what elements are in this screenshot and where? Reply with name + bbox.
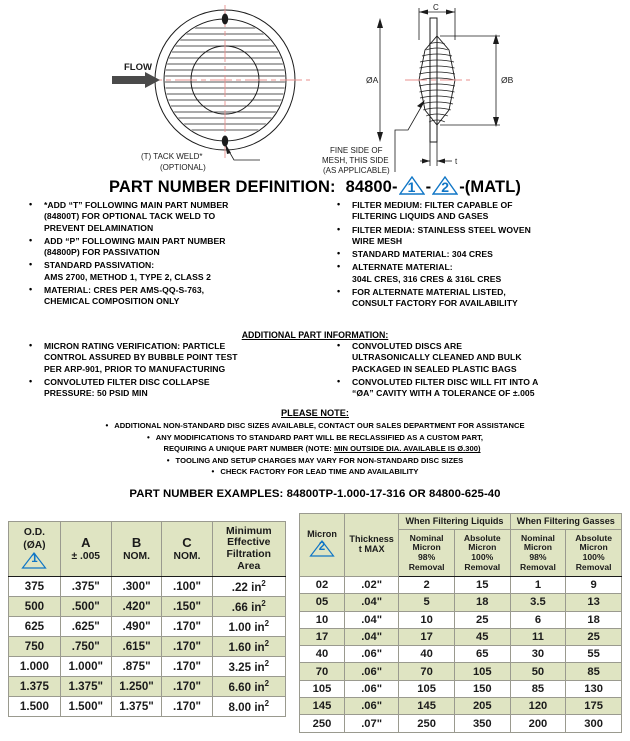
cell-area	[212, 677, 285, 697]
spec-bullets-left	[22, 200, 312, 310]
part-number-definition	[0, 176, 630, 197]
cell-micron: 05	[300, 594, 345, 611]
micron-table-head	[300, 514, 622, 577]
please-note-heading: PLEASE NOTE:	[281, 408, 349, 418]
cell-thickness: .02"	[344, 577, 398, 594]
cell-gas-absolute: 85	[566, 663, 622, 680]
micron-table-group-row	[300, 514, 622, 530]
bullet-line: • CONVOLUTED FILTER DISC WILL FIT INTO A	[352, 376, 539, 387]
cell-thickness: .06"	[344, 680, 398, 697]
cell-b: .875"	[111, 657, 162, 677]
cell-thickness: .06"	[344, 646, 398, 663]
callout-triangle-2-label: 2	[441, 179, 450, 195]
bullet-line: (84800T) FOR OPTIONAL TACK WELD TO	[44, 211, 216, 222]
cell-micron: 40	[300, 646, 345, 663]
cell-area	[212, 697, 285, 717]
bullet-line: • ALTERNATE MATERIAL:	[352, 262, 453, 273]
part-number-sep-1: -	[391, 178, 398, 196]
cell-c: .150"	[162, 597, 212, 617]
table-row	[9, 577, 286, 597]
note-text: TOOLING AND SETUP CHARGES MAY VARY FOR NON-STANDARD DISC SIZES	[175, 455, 464, 465]
drawing-svg	[0, 0, 630, 178]
nominal-line2: Micron	[523, 542, 553, 553]
svg-text:(AS APPLICABLE): (AS APPLICABLE)	[323, 166, 390, 175]
cell-area-exponent: 2	[261, 599, 266, 609]
callout-triangle-1-icon-label: 1	[31, 553, 38, 566]
micron-rating-table	[299, 513, 622, 733]
cell-area-unit: in	[254, 660, 265, 674]
table-row	[9, 677, 286, 697]
cell-area-exponent: 2	[261, 579, 266, 589]
col-header-thickness-label: Thickness	[349, 534, 394, 545]
additional-part-information-heading: ADDITIONAL PART INFORMATION:	[241, 330, 389, 340]
table-row	[300, 680, 622, 697]
bullet-line: • FOR ALTERNATE MATERIAL LISTED,	[352, 287, 506, 298]
col-header-gas-nominal	[510, 530, 566, 577]
col-header-od-line2: (ØA)	[23, 539, 46, 551]
list-item	[22, 341, 312, 375]
absolute-line3: 100%	[471, 552, 494, 562]
bullet-line: PER ARP-901, PRIOR TO MANUFACTURING	[44, 363, 226, 374]
callout-triangle-2-icon	[309, 540, 335, 557]
cell-area	[212, 637, 285, 657]
table-row	[300, 577, 622, 594]
cell-micron: 17	[300, 628, 345, 645]
list-item	[330, 341, 620, 375]
list-item	[330, 225, 620, 248]
cell-area-value: 1.00	[228, 620, 252, 634]
spec-bullet-list-right	[330, 200, 620, 310]
cell-area-unit: in	[254, 680, 265, 694]
svg-text:(OPTIONAL): (OPTIONAL)	[160, 163, 206, 172]
absolute-line1: Absolute	[463, 532, 501, 543]
cell-area-value: 1.60	[228, 640, 252, 654]
cell-liquid-absolute: 25	[454, 611, 510, 628]
svg-text:FLOW: FLOW	[124, 62, 152, 73]
cell-c: .170"	[162, 657, 212, 677]
additional-bullet-list-right	[330, 341, 620, 399]
callout-triangle-1-label: 1	[407, 179, 416, 195]
part-number-base: 84800	[345, 178, 392, 196]
absolute-line2: Micron	[579, 542, 608, 553]
nominal-line3: 98%	[529, 552, 547, 562]
cell-liquid-absolute: 65	[454, 646, 510, 663]
cell-gas-absolute: 9	[566, 577, 622, 594]
table-row	[9, 657, 286, 677]
cell-gas-absolute: 55	[566, 646, 622, 663]
part-number-sep-3: -	[459, 178, 465, 196]
cell-area-value: 3.25	[228, 660, 252, 674]
bullet-line: CONSULT FACTORY FOR AVAILABILITY	[352, 298, 518, 309]
cell-gas-nominal: 200	[510, 715, 566, 732]
cell-liquid-nominal: 5	[399, 594, 455, 611]
bullet-line: • MICRON RATING VERIFICATION: PARTICLE	[44, 341, 226, 351]
cell-liquid-nominal: 70	[399, 663, 455, 680]
col-header-t-max: MAX	[364, 544, 385, 554]
bullet-line: FILTERING LIQUIDS AND GASES	[352, 211, 489, 222]
cell-gas-absolute: 18	[566, 611, 622, 628]
bullet-line: 304L CRES, 316 CRES & 316L CRES	[352, 273, 502, 284]
cell-area-unit: in	[254, 640, 265, 654]
col-header-micron	[300, 514, 345, 577]
table-row	[9, 697, 286, 717]
col-header-group-liquids: When Filtering Liquids	[399, 514, 510, 530]
cell-gas-nominal: 85	[510, 680, 566, 697]
part-number-definition-label: PART NUMBER DEFINITION:	[109, 178, 336, 196]
bullet-line: ULTRASONICALLY CLEANED AND BULK	[352, 352, 522, 363]
nominal-line1: Nominal	[409, 532, 444, 543]
part-number-sep-2: -	[425, 178, 432, 196]
od-dimensions-table	[8, 521, 286, 717]
bullet-line: PRESSURE: 50 PSID MIN	[44, 388, 148, 399]
note-line	[0, 432, 630, 444]
cell-od: 625	[9, 617, 61, 637]
cell-od: 1.000	[9, 657, 61, 677]
cell-area	[212, 657, 285, 677]
cell-gas-nominal: 1	[510, 577, 566, 594]
cell-liquid-nominal: 2	[399, 577, 455, 594]
nominal-line2: Micron	[412, 542, 441, 553]
list-item	[330, 262, 620, 285]
cell-thickness: .07"	[344, 715, 398, 732]
cell-gas-nominal: 6	[510, 611, 566, 628]
table-row	[300, 611, 622, 628]
list-item	[330, 200, 620, 223]
cell-c: .170"	[162, 617, 212, 637]
callout-triangle-1-icon	[21, 552, 47, 569]
col-header-od-line1: O.D.	[23, 526, 46, 538]
cell-liquid-nominal: 17	[399, 628, 455, 645]
cell-gas-nominal: 50	[510, 663, 566, 680]
cell-thickness: .06"	[344, 663, 398, 680]
cell-a: .750"	[60, 637, 111, 657]
cell-liquid-absolute: 18	[454, 594, 510, 611]
please-note-list	[0, 420, 630, 478]
cell-thickness: .04"	[344, 628, 398, 645]
cell-micron: 70	[300, 663, 345, 680]
cell-a: 1.000"	[60, 657, 111, 677]
bullet-line: • CONVOLUTED FILTER DISC COLLAPSE	[44, 376, 210, 387]
cell-gas-nominal: 120	[510, 698, 566, 715]
cell-area-exponent: 2	[264, 659, 270, 669]
col-header-c-letter: C	[182, 535, 192, 550]
spec-bullets-right	[330, 200, 620, 312]
absolute-line2: Micron	[468, 542, 497, 553]
col-header-b-nom: NOM.	[123, 551, 150, 562]
cell-liquid-absolute: 350	[454, 715, 510, 732]
col-header-liquid-nominal	[399, 530, 455, 577]
bullet-line: WIRE MESH	[352, 235, 403, 246]
area-line3: Filtration	[226, 549, 271, 560]
svg-text:FINE SIDE OF: FINE SIDE OF	[330, 146, 383, 155]
micron-table-body	[300, 577, 622, 733]
cell-liquid-nominal: 40	[399, 646, 455, 663]
col-header-liquid-absolute	[454, 530, 510, 577]
note-text-underlined: MIN OUTSIDE DIA. AVAILABLE IS Ø.300)	[333, 444, 481, 454]
cell-liquid-nominal: 250	[399, 715, 455, 732]
cell-micron: 02	[300, 577, 345, 594]
bullet-line: • STANDARD PASSIVATION:	[44, 260, 155, 271]
cell-area-exponent: 2	[264, 699, 270, 709]
list-item	[22, 200, 312, 234]
note-line	[0, 443, 630, 455]
cell-b: .615"	[111, 637, 162, 657]
cell-thickness: .06"	[344, 698, 398, 715]
cell-c: .170"	[162, 637, 212, 657]
cell-gas-nominal: 30	[510, 646, 566, 663]
cell-od: 500	[9, 597, 61, 617]
cell-liquid-absolute: 45	[454, 628, 510, 645]
col-header-a	[60, 522, 111, 577]
cell-area-value: 8.00	[228, 700, 252, 714]
bullet-line: AMS 2700, METHOD 1, TYPE 2, CLASS 2	[44, 271, 211, 282]
cell-area-unit: in	[251, 580, 262, 594]
table-row	[9, 637, 286, 657]
cell-area	[212, 577, 285, 597]
spec-bullet-list-left	[22, 200, 312, 308]
cell-od: 750	[9, 637, 61, 657]
callout-triangle-2	[432, 176, 458, 195]
note-line	[0, 466, 630, 478]
bullet-line: • CONVOLUTED DISCS ARE	[352, 341, 463, 351]
cell-gas-absolute: 25	[566, 628, 622, 645]
area-line1: Minimum	[225, 525, 272, 537]
cell-area-value: .66	[231, 600, 248, 614]
od-table-header-row	[9, 522, 286, 577]
col-header-t-letter: t	[358, 544, 362, 554]
nominal-line3: 98%	[418, 552, 436, 562]
svg-text:(T) TACK WELD*: (T) TACK WELD*	[141, 152, 203, 161]
nominal-line1: Nominal	[520, 532, 555, 543]
cell-a: .500"	[60, 597, 111, 617]
cell-gas-nominal: 11	[510, 628, 566, 645]
note-text: REQUIRING A UNIQUE PART NUMBER (NOTE:	[163, 444, 332, 454]
bullet-line: • FILTER MEDIA: STAINLESS STEEL WOVEN	[352, 224, 531, 235]
cell-liquid-absolute: 150	[454, 680, 510, 697]
cell-area-exponent: 2	[264, 679, 270, 689]
cell-area	[212, 597, 285, 617]
cell-b: 1.375"	[111, 697, 162, 717]
col-header-a-letter: A	[81, 535, 91, 550]
table-row	[300, 663, 622, 680]
cell-od: 1.375	[9, 677, 61, 697]
note-line	[0, 420, 630, 432]
table-row	[9, 617, 286, 637]
bullet-line: • STANDARD MATERIAL: 304 CRES	[352, 249, 493, 260]
list-item	[330, 249, 620, 260]
cell-c: .100"	[162, 577, 212, 597]
cell-gas-absolute: 130	[566, 680, 622, 697]
col-header-thickness	[344, 514, 398, 577]
bullet-line: PREVENT DELAMINATION	[44, 222, 154, 233]
area-line2: Effective	[227, 537, 271, 549]
cell-b: 1.250"	[111, 677, 162, 697]
absolute-line4: Removal	[575, 561, 612, 572]
cell-micron: 250	[300, 715, 345, 732]
cell-thickness: .04"	[344, 594, 398, 611]
cell-b: .490"	[111, 617, 162, 637]
technical-drawing	[0, 0, 630, 178]
table-row	[300, 628, 622, 645]
additional-bullet-list-left	[22, 341, 312, 399]
cell-area	[212, 617, 285, 637]
list-item	[330, 287, 620, 310]
part-number-examples: PART NUMBER EXAMPLES: 84800TP-1.000-17-316 OR 84800-625-40	[129, 488, 501, 500]
col-header-od	[9, 522, 61, 577]
cell-a: .625"	[60, 617, 111, 637]
nominal-line4: Removal	[520, 561, 556, 572]
list-item	[22, 377, 312, 400]
col-header-micron-label: Micron	[307, 529, 337, 540]
cell-gas-absolute: 300	[566, 715, 622, 732]
col-header-gas-absolute	[566, 530, 622, 577]
svg-text:ØB: ØB	[501, 75, 514, 85]
cell-area-exponent: 2	[264, 639, 270, 649]
list-item	[22, 260, 312, 283]
od-table-head	[9, 522, 286, 577]
nominal-line4: Removal	[408, 561, 445, 572]
col-header-group-gasses: When Filtering Gasses	[510, 514, 621, 530]
additional-bullets-right	[330, 341, 620, 401]
absolute-line3: 100%	[582, 552, 605, 562]
table-row	[300, 646, 622, 663]
part-number-matl: (MATL)	[464, 178, 521, 196]
table-row	[300, 715, 622, 732]
note-text: CHECK FACTORY FOR LEAD TIME AND AVAILABILITY	[220, 467, 419, 477]
cell-area-unit: in	[251, 600, 262, 614]
cell-liquid-nominal: 145	[399, 698, 455, 715]
bullet-line: CONTROL ASSURED BY BUBBLE POINT TEST	[44, 352, 238, 363]
bullet-line: PACKAGED IN SEALED PLASTIC BAGS	[352, 363, 517, 374]
cell-gas-absolute: 13	[566, 594, 622, 611]
cell-a: .375"	[60, 577, 111, 597]
cell-area-value: .22	[231, 580, 248, 594]
bullet-line: • *ADD “T” FOLLOWING MAIN PART NUMBER	[44, 200, 229, 210]
svg-text:ØA: ØA	[366, 75, 379, 85]
cell-b: .420"	[111, 597, 162, 617]
cell-c: .170"	[162, 677, 212, 697]
cell-a: 1.500"	[60, 697, 111, 717]
area-line4: Area	[237, 560, 261, 572]
cell-gas-nominal: 3.5	[510, 594, 566, 611]
bullet-line: (84800P) FOR PASSIVATION	[44, 247, 160, 258]
bullet-line: • ADD “P” FOLLOWING MAIN PART NUMBER	[44, 235, 226, 246]
list-item	[330, 377, 620, 400]
cell-liquid-absolute: 15	[454, 577, 510, 594]
note-line	[0, 455, 630, 467]
list-item	[22, 285, 312, 308]
cell-gas-absolute: 175	[566, 698, 622, 715]
bullet-line: • MATERIAL: CRES PER AMS-QQ-S-763,	[44, 285, 205, 296]
cell-liquid-absolute: 105	[454, 663, 510, 680]
od-table-body	[9, 577, 286, 717]
col-header-b	[111, 522, 162, 577]
cell-od: 375	[9, 577, 61, 597]
callout-triangle-2-icon-label: 2	[318, 540, 326, 553]
callout-triangle-1	[399, 176, 425, 195]
list-item	[22, 236, 312, 259]
cell-micron: 145	[300, 698, 345, 715]
col-header-b-letter: B	[131, 535, 142, 550]
cell-thickness: .04"	[344, 611, 398, 628]
cell-area-unit: in	[254, 700, 265, 714]
cell-b: .300"	[111, 577, 162, 597]
table-row	[300, 594, 622, 611]
bullet-line: CHEMICAL COMPOSITION ONLY	[44, 296, 180, 307]
cell-micron: 105	[300, 680, 345, 697]
cell-liquid-nominal: 10	[399, 611, 455, 628]
cell-od: 1.500	[9, 697, 61, 717]
col-header-c	[162, 522, 212, 577]
bullet-line: • FILTER MEDIUM: FILTER CAPABLE OF	[352, 200, 513, 210]
note-text: ADDITIONAL NON-STANDARD DISC SIZES AVAILABLE, CONTACT OUR SALES DEPARTMENT FOR ASSISTANCE	[114, 421, 525, 430]
cell-liquid-absolute: 205	[454, 698, 510, 715]
cell-area-unit: in	[254, 620, 265, 634]
cell-area-value: 6.60	[228, 680, 252, 694]
svg-text:C: C	[433, 3, 439, 12]
svg-text:MESH, THIS SIDE: MESH, THIS SIDE	[322, 156, 389, 165]
cell-area-exponent: 2	[264, 619, 270, 629]
absolute-line4: Removal	[464, 561, 501, 572]
absolute-line1: Absolute	[575, 532, 612, 543]
cell-a: 1.375"	[60, 677, 111, 697]
table-row	[300, 698, 622, 715]
cell-c: .170"	[162, 697, 212, 717]
cell-micron: 10	[300, 611, 345, 628]
additional-bullets-left	[22, 341, 312, 401]
cell-liquid-nominal: 105	[399, 680, 455, 697]
col-header-a-tolerance: ± .005	[71, 551, 101, 562]
table-row	[9, 597, 286, 617]
bullet-line: “ØA” CAVITY WITH A TOLERANCE OF ±.005	[352, 388, 535, 399]
col-header-filtration-area	[212, 522, 285, 577]
note-text: ANY MODIFICATIONS TO STANDARD PART WILL BE RECLASSIFIED AS A CUSTOM PART,	[155, 432, 484, 442]
col-header-c-nom: NOM.	[173, 551, 201, 562]
svg-text:t: t	[455, 157, 458, 166]
